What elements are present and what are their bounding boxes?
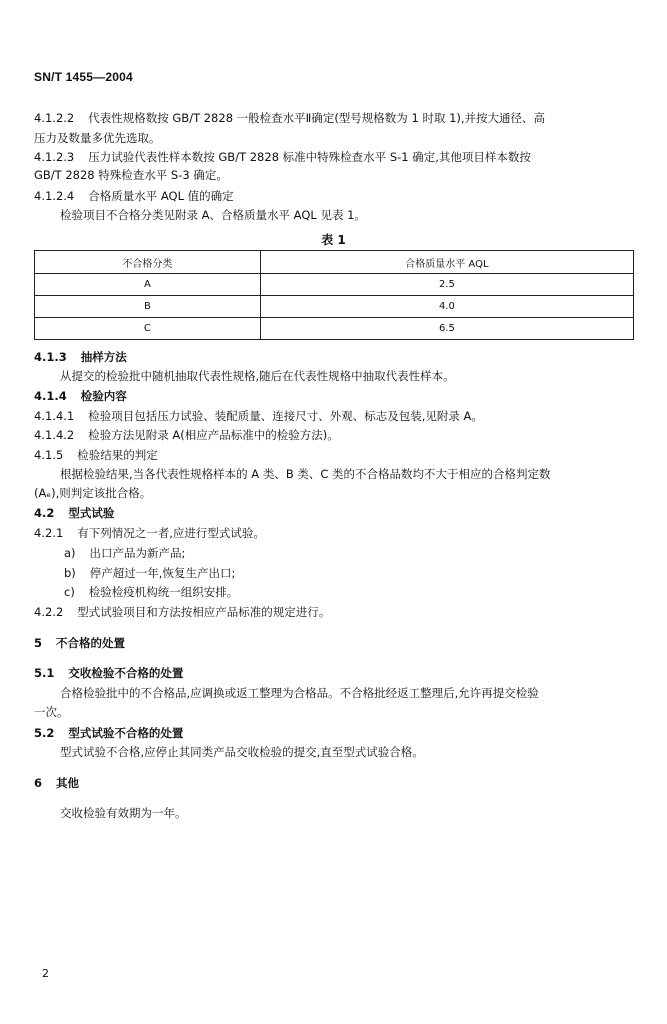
clause-number: 4.2 xyxy=(34,506,55,520)
cell-category: C xyxy=(35,318,261,340)
cell-aql: 2.5 xyxy=(260,274,633,296)
list-text: 出口产品为新产品; xyxy=(89,546,186,560)
page-number: 2 xyxy=(42,967,49,980)
clause-4-1-4-2 xyxy=(34,428,339,442)
clause-number: 4.1.2.4 xyxy=(34,189,75,203)
clause-4-1-2-2-line1 xyxy=(34,111,545,125)
section-6-body: 交收检验有效期为一年。 xyxy=(60,806,187,820)
list-marker: a) xyxy=(64,546,76,560)
clause-title: 检验内容 xyxy=(80,389,127,403)
list-marker: b) xyxy=(64,566,76,580)
table-row xyxy=(35,274,634,296)
clause-text: 检验方法见附录 A(相应产品标准中的检验方法)。 xyxy=(88,428,339,442)
aql-table xyxy=(34,250,634,340)
section-5-heading xyxy=(34,636,125,650)
clause-5-1-line2: 一次。 xyxy=(34,705,69,719)
list-text: 停产超过一年,恢复生产出口; xyxy=(89,566,236,580)
clause-4-1-2-4-body: 检验项目不合格分类见附录 A、合格质量水平 AQL 见表 1。 xyxy=(60,208,366,222)
clause-number: 5.2 xyxy=(34,726,55,740)
clause-4-1-2-3-line1 xyxy=(34,150,531,164)
clause-text: 型式试验项目和方法按相应产品标准的规定进行。 xyxy=(77,605,331,619)
clause-4-2-1 xyxy=(34,526,265,540)
clause-5-2-heading xyxy=(34,726,183,740)
clause-4-1-5-heading xyxy=(34,448,158,462)
clause-number: 5.1 xyxy=(34,666,55,680)
clause-title: 不合格的处置 xyxy=(56,636,126,650)
cell-aql: 6.5 xyxy=(260,318,633,340)
clause-4-1-4-1 xyxy=(34,409,483,423)
clause-title: 检验结果的判定 xyxy=(77,448,158,462)
clause-text: 有下列情况之一者,应进行型式试验。 xyxy=(77,526,265,540)
table-header-row xyxy=(35,251,634,274)
cell-category: B xyxy=(35,296,261,318)
clause-title: 其他 xyxy=(56,776,80,790)
clause-title: 合格质量水平 AQL 值的确定 xyxy=(88,189,234,203)
clause-number: 4.1.2.2 xyxy=(34,111,75,125)
list-item xyxy=(64,546,185,560)
clause-4-1-3-body: 从提交的检验批中随机抽取代表性规格,随后在代表性规格中抽取代表性样本。 xyxy=(60,369,455,383)
list-marker: c) xyxy=(64,585,75,599)
table-row xyxy=(35,296,634,318)
cell-category: A xyxy=(35,274,261,296)
clause-text: 代表性规格数按 GB/T 2828 一般检查水平Ⅱ确定(型号规格数为 1 时取 1),并按大通径、高 xyxy=(88,111,546,125)
clause-4-2-2 xyxy=(34,605,330,619)
clause-number: 4.1.4.2 xyxy=(34,428,75,442)
cell-aql: 4.0 xyxy=(260,296,633,318)
clause-number: 4.1.4 xyxy=(34,389,67,403)
clause-4-1-5-line1: 根据检验结果,当各代表性规格样本的 A 类、B 类、C 类的不合格品数均不大于相应的合格判定数 xyxy=(60,467,551,481)
clause-number: 4.1.2.3 xyxy=(34,150,75,164)
list-text: 检验检疫机构统一组织安排。 xyxy=(88,585,239,599)
clause-number: 4.1.5 xyxy=(34,448,64,462)
clause-5-1-line1: 合格检验批中的不合格品,应调换或返工整理为合格品。不合格批经返工整理后,允许再提交检验 xyxy=(60,686,539,700)
clause-number: 4.1.3 xyxy=(34,350,67,364)
clause-number: 6 xyxy=(34,776,43,790)
section-6-heading xyxy=(34,776,79,790)
clause-text: 检验项目包括压力试验、装配质量、连接尺寸、外观、标志及包装,见附录 A。 xyxy=(88,409,483,423)
clause-4-1-2-2-line2: 压力及数量多优先选取。 xyxy=(34,131,161,145)
table-caption: 表 1 xyxy=(321,233,346,247)
clause-4-1-3-heading xyxy=(34,350,127,364)
column-header-aql: 合格质量水平 AQL xyxy=(260,251,633,274)
clause-4-1-2-3-line2: GB/T 2828 特殊检查水平 S-3 确定。 xyxy=(34,168,228,182)
clause-5-1-heading xyxy=(34,666,183,680)
clause-4-1-2-4-heading xyxy=(34,189,234,203)
list-item xyxy=(64,566,235,580)
clause-title: 型式试验不合格的处置 xyxy=(68,726,184,740)
clause-number: 4.2.1 xyxy=(34,526,64,540)
list-item xyxy=(64,585,238,599)
clause-4-2-heading xyxy=(34,506,114,520)
standard-code-header: SN/T 1455—2004 xyxy=(34,70,133,84)
clause-title: 抽样方法 xyxy=(80,350,127,364)
column-header-category: 不合格分类 xyxy=(35,251,261,274)
table-row xyxy=(35,318,634,340)
clause-number: 4.2.2 xyxy=(34,605,64,619)
clause-number: 4.1.4.1 xyxy=(34,409,75,423)
clause-text: 压力试验代表性样本数按 GB/T 2828 标准中特殊检查水平 S-1 确定,其他项目样本数按 xyxy=(88,150,531,164)
clause-4-1-4-heading xyxy=(34,389,127,403)
clause-title: 交收检验不合格的处置 xyxy=(68,666,184,680)
clause-number: 5 xyxy=(34,636,43,650)
clause-4-1-5-line2: (Aₑ),则判定该批合格。 xyxy=(34,486,152,500)
clause-title: 型式试验 xyxy=(68,506,115,520)
clause-5-2-body: 型式试验不合格,应停止其同类产品交收检验的提交,直至型式试验合格。 xyxy=(60,745,424,759)
